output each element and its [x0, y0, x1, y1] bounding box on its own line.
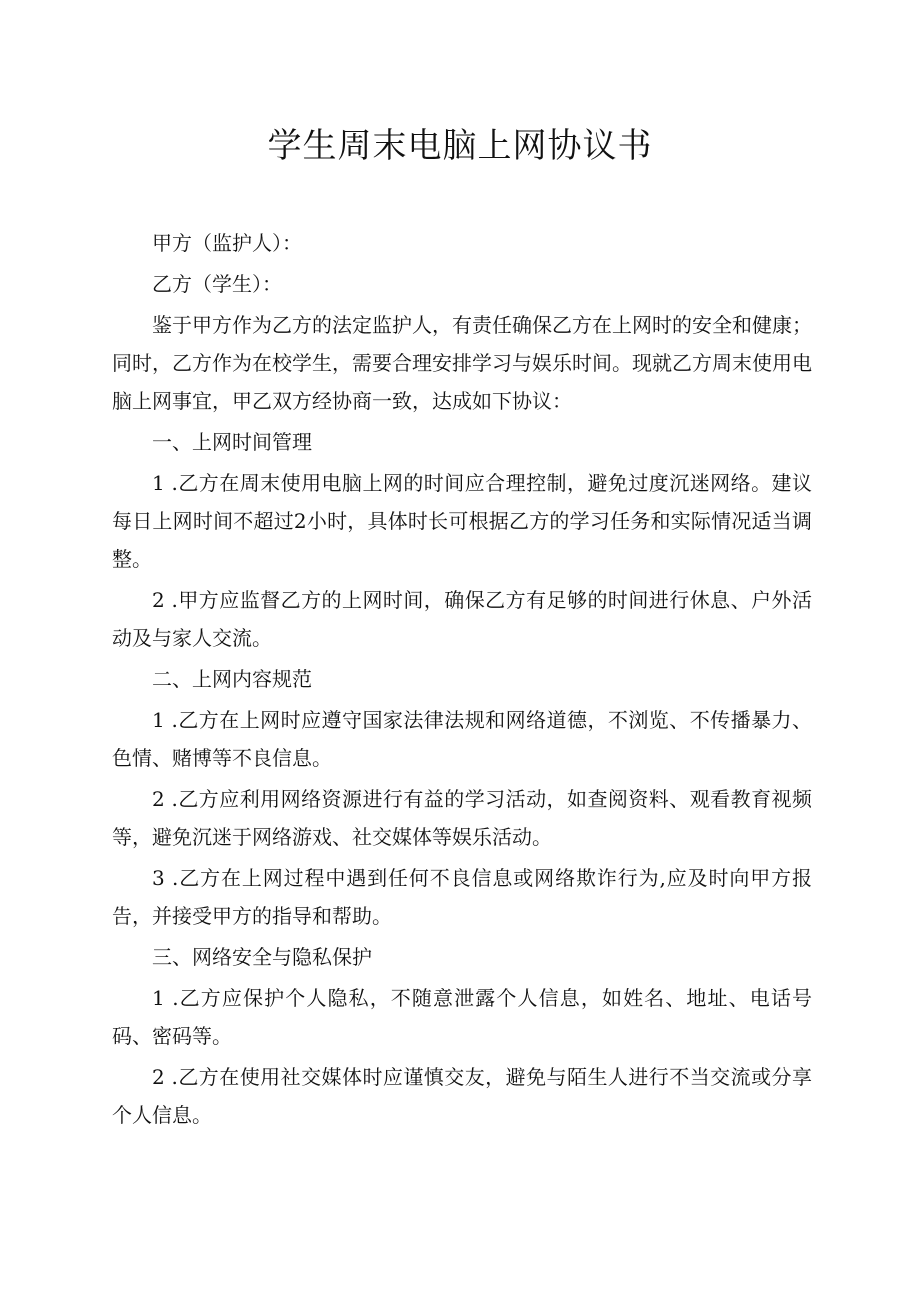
section-heading: 二、上网内容规范 — [152, 667, 312, 691]
clause-paragraph: 1 .乙方应保护个人隐私，不随意泄露个人信息，如姓名、地址、电话号码、密码等。 — [112, 986, 812, 1048]
clause-paragraph: 1 .乙方在周末使用电脑上网的时间应合理控制，避免过度沉迷网络。建议每日上网时间不超过2小时，具体时长可根据乙方的学习任务和实际情况适当调整。 — [112, 471, 812, 571]
preamble-paragraph: 鉴于甲方作为乙方的法定监护人，有责任确保乙方在上网时的安全和健康；同时，乙方作为在校学生，需要合理安排学习与娱乐时间。现就乙方周末使用电脑上网事宜，甲乙双方经协商一致，达成如下协议： — [112, 313, 812, 413]
section-heading: 三、网络安全与隐私保护 — [152, 945, 372, 969]
clause-paragraph: 2 .乙方在使用社交媒体时应谨慎交友，避免与陌生人进行不当交流或分享个人信息。 — [112, 1065, 812, 1127]
clause-paragraph: 2 .甲方应监督乙方的上网时间，确保乙方有足够的时间进行休息、户外活动及与家人交流。 — [112, 588, 812, 650]
document-title: 学生周末电脑上网协议书 — [267, 126, 653, 166]
section-heading: 一、上网时间管理 — [152, 430, 312, 454]
party-a-line: 甲方（监护人）： — [152, 231, 302, 255]
clause-paragraph: 3 .乙方在上网过程中遇到任何不良信息或网络欺诈行为,应及时向甲方报告，并接受甲方的指导和帮助。 — [112, 866, 812, 928]
party-b-line: 乙方（学生）： — [152, 272, 282, 296]
clause-paragraph: 1 .乙方在上网时应遵守国家法律法规和网络道德，不浏览、不传播暴力、色情、赌博等不良信息。 — [112, 708, 812, 770]
clause-paragraph: 2 .乙方应利用网络资源进行有益的学习活动，如查阅资料、观看教育视频等，避免沉迷于网络游戏、社交媒体等娱乐活动。 — [112, 787, 812, 849]
document-body — [112, 224, 812, 1137]
